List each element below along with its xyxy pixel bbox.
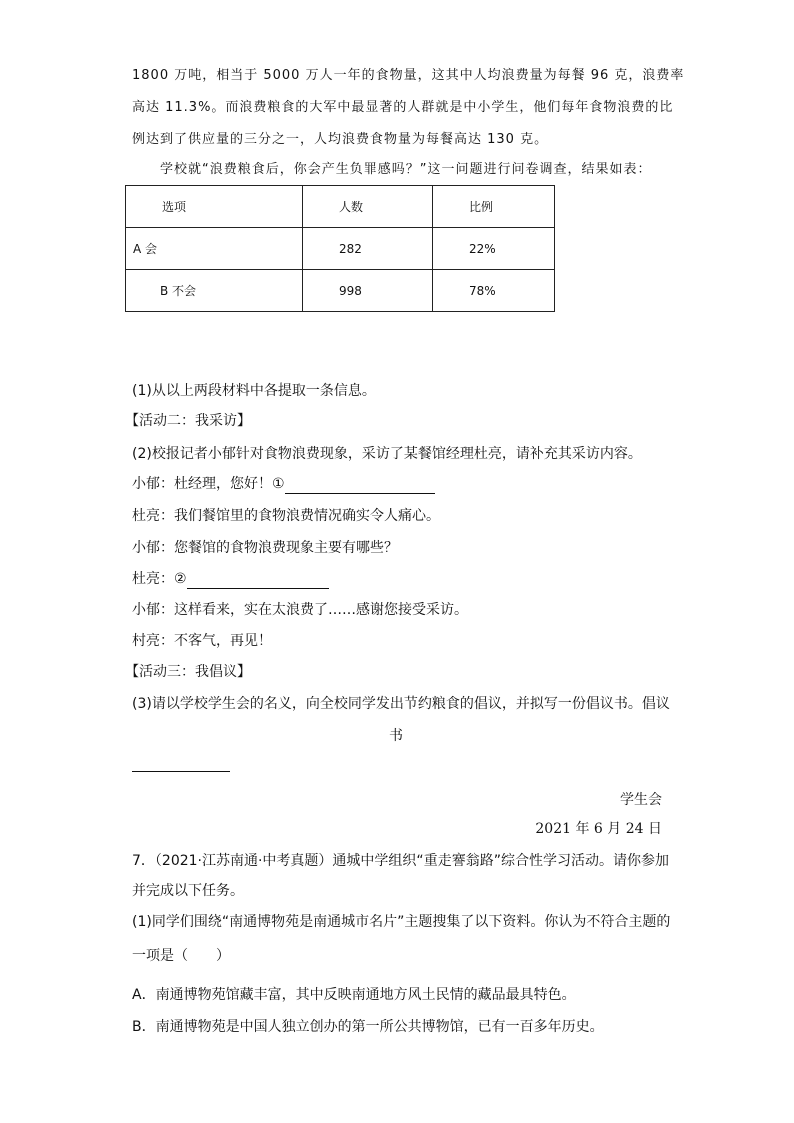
activity-3-heading: 【活动三：我倡议】 bbox=[125, 664, 251, 680]
dialogue-line-1 bbox=[132, 474, 435, 494]
table-header-cell: 人数 bbox=[303, 186, 433, 228]
dialogue-text: 小郁：杜经理，您好！① bbox=[132, 476, 285, 492]
question-3: (3)请以学校学生会的名义，向全校同学发出节约粮食的倡议，并拟写一份倡议书。倡议 bbox=[132, 696, 670, 712]
dialogue-text: 杜亮：② bbox=[132, 571, 187, 587]
table-cell: 282 bbox=[303, 228, 433, 270]
question-7-sub-1-continued: 一项是（ ） bbox=[132, 948, 230, 964]
answer-blank-2[interactable] bbox=[187, 572, 329, 589]
table-cell: 22% bbox=[433, 228, 555, 270]
dialogue-line-5: 小郁：这样看来，实在太浪费了……感谢您接受采访。 bbox=[132, 602, 468, 618]
table-row bbox=[126, 270, 555, 312]
dialogue-line-2: 杜亮：我们餐馆里的食物浪费情况确实令人痛心。 bbox=[132, 508, 440, 524]
question-7-line-1: 7．（2021·江苏南通·中考真题）通城中学组织“重走謇翁路”综合性学习活动。请你参加 bbox=[132, 853, 669, 869]
option-b[interactable]: B．南通博物苑是中国人独立创办的第一所公共博物馆，已有一百多年历史。 bbox=[132, 1019, 604, 1035]
signature-student-union: 学生会 bbox=[620, 792, 662, 808]
table-cell: B 不会 bbox=[126, 270, 303, 312]
dialogue-line-6: 村亮：不客气，再见！ bbox=[132, 633, 272, 649]
table-header-cell: 比例 bbox=[433, 186, 555, 228]
question-2: (2)校报记者小郁针对食物浪费现象，采访了某餐馆经理杜亮，请补充其采访内容。 bbox=[132, 446, 642, 462]
survey-table bbox=[125, 185, 555, 312]
table-header-cell: 选项 bbox=[126, 186, 303, 228]
table-header-row bbox=[126, 186, 555, 228]
dialogue-line-4 bbox=[132, 569, 329, 589]
answer-blank-1[interactable] bbox=[285, 477, 435, 494]
dialogue-line-3: 小郁：您餐馆的食物浪费现象主要有哪些？ bbox=[132, 540, 398, 556]
passage-line-2: 高达 11.3%。而浪费粮食的大军中最显著的人群就是中小学生，他们每年食物浪费的比 bbox=[132, 100, 674, 115]
question-7-line-2: 并完成以下任务。 bbox=[132, 883, 244, 899]
question-3-continued: 书 bbox=[389, 728, 403, 744]
table-row bbox=[126, 228, 555, 270]
passage-line-1: 1800 万吨，相当于 5000 万人一年的食物量，这其中人均浪费量为每餐 96 克，浪费率 bbox=[132, 68, 685, 83]
table-cell: 998 bbox=[303, 270, 433, 312]
table-cell: A 会 bbox=[126, 228, 303, 270]
signature-date: 2021 年 6 月 24 日 bbox=[535, 821, 662, 837]
passage-line-3: 例达到了供应量的三分之一，人均浪费食物量为每餐高达 130 克。 bbox=[132, 132, 549, 147]
activity-2-heading: 【活动二：我采访】 bbox=[125, 413, 251, 429]
passage-line-4: 学校就“浪费粮食后，你会产生负罪感吗？”这一问题进行问卷调查，结果如表： bbox=[160, 162, 652, 177]
question-7-sub-1: (1)同学们围绕“南通博物苑是南通城市名片”主题搜集了以下资料。你认为不符合主题的 bbox=[132, 914, 671, 930]
option-a[interactable]: A．南通博物苑馆藏丰富，其中反映南通地方风土民情的藏品最具特色。 bbox=[132, 987, 576, 1003]
question-1: (1)从以上两段材料中各提取一条信息。 bbox=[132, 383, 376, 399]
writing-title-blank[interactable] bbox=[132, 771, 230, 772]
table-cell: 78% bbox=[433, 270, 555, 312]
